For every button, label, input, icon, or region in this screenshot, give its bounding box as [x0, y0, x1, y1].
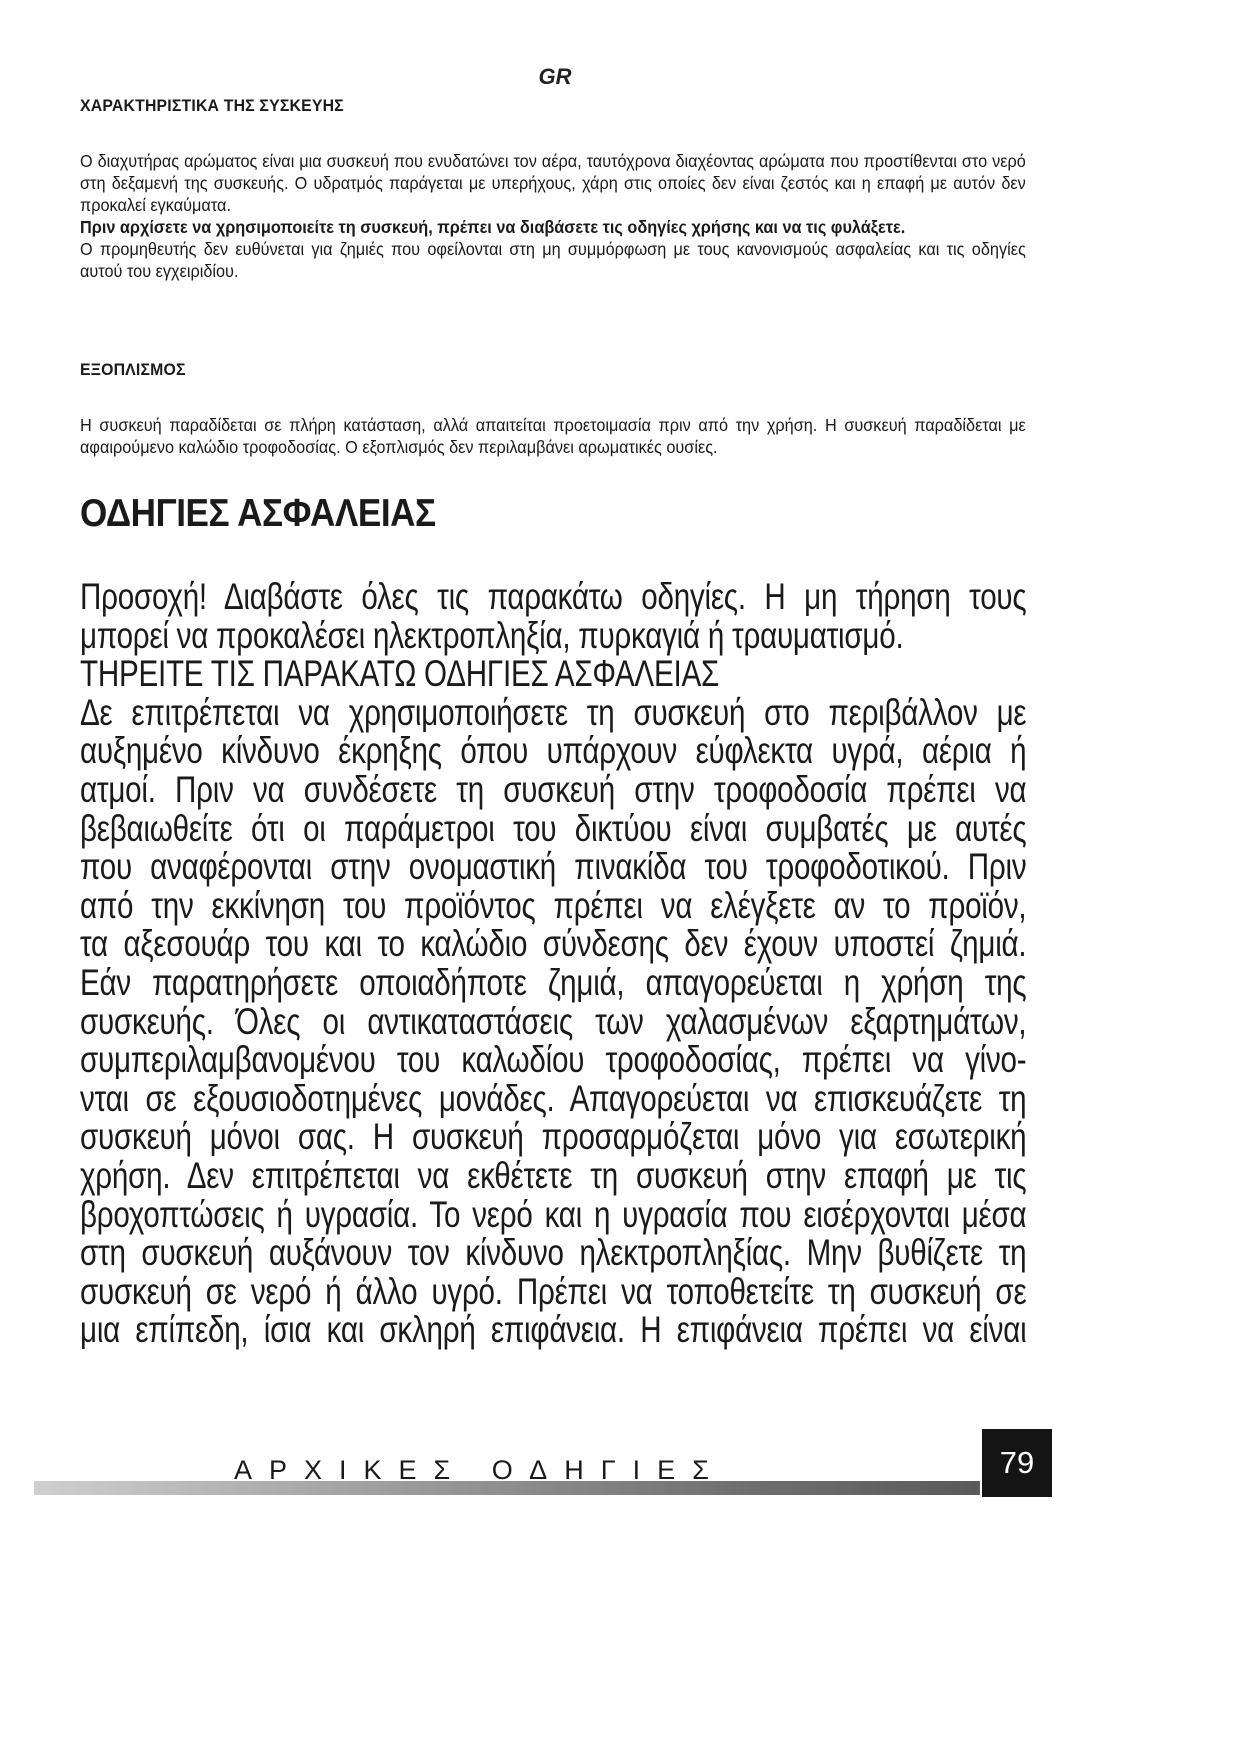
features-body [80, 150, 1026, 282]
safety-line: συσκευής. Όλες οι αντικαταστάσεις των χαλασμένων εξαρτημάτων, [80, 1000, 1027, 1042]
features-paragraph-2: Ο προμηθευτής δεν ευθύνεται για ζημιές που οφείλονται στη μη συμμόρφωση με τους κανονισμούς ασφαλείας και τις οδηγίες αυτού του εγχειριδίου. [80, 239, 1026, 281]
safety-line: βροχοπτώσεις ή υγρασία. Το νερό και η υγρασία που εισέρχονται μέσα [80, 1193, 1027, 1235]
equipment-body [80, 414, 1026, 458]
features-warning: Πριν αρχίσετε να χρησιμοποιείτε τη συσκευή, πρέπει να διαβάσετε τις οδηγίες χρήσης και να τις φυλάξετε. [80, 217, 906, 237]
safety-line: βεβαιωθείτε ότι οι παράμετροι του δικτύου είναι συμβατές με αυτές [80, 807, 1027, 849]
safety-line: συσκευή σε νερό ή άλλο υγρό. Πρέπει να τοποθετείτε τη συσκευή σε [80, 1270, 1027, 1312]
safety-line: συμπεριλαμβανομένου του καλωδίου τροφοδοσίας, πρέπει να γίνο- [80, 1039, 1027, 1081]
safety-line: από την εκκίνηση του προϊόντος πρέπει να ελέγξετε αν το προϊόν, [80, 884, 1027, 926]
safety-instructions [80, 578, 1026, 1350]
safety-line: μια επίπεδη, ίσια και σκληρή επιφάνεια. Η επιφάνεια πρέπει να είναι [80, 1309, 1027, 1351]
features-heading: ΧΑΡΑΚΤΗΡΙΣΤΙΚΑ ΤΗΣ ΣΥΣΚΕΥΗΣ [80, 96, 344, 115]
safety-line: χρήση. Δεν επιτρέπεται να εκθέτετε τη συσκευή στην επαφή με τις [80, 1154, 1027, 1196]
safety-line: νται σε εξουσιοδοτημένες μονάδες. Απαγορεύεται να επισκευάζετε τη [80, 1077, 1027, 1119]
safety-line: ΤΗΡΕΙΤΕ ΤΙΣ ΠΑΡΑΚΑΤΩ ΟΔΗΓΙΕΣ ΑΣΦΑΛΕΙΑΣ [80, 653, 720, 695]
safety-section [80, 492, 1026, 536]
page-number: 79 [982, 1429, 1052, 1497]
safety-heading: ΟΔΗΓΙΕΣ ΑΣΦΑΛΕΙΑΣ [80, 492, 436, 535]
safety-line: αυξημένο κίνδυνο έκρηξης όπου υπάρχουν εύφλεκτα υγρά, αέρια ή [80, 730, 1027, 772]
safety-line: στη συσκευή αυξάνουν τον κίνδυνο ηλεκτροπληξίας. Μην βυθίζετε τη [80, 1232, 1027, 1274]
safety-line: Εάν παρατηρήσετε οποιαδήποτε ζημιά, απαγορεύεται η χρήση της [80, 961, 1027, 1003]
safety-line: συσκευή μόνοι σας. Η συσκευή προσαρμόζεται μόνο για εσωτερική [80, 1116, 1027, 1158]
equipment-section [80, 360, 1026, 380]
safety-line: ατμοί. Πριν να συνδέσετε τη συσκευή στην τροφοδοσία πρέπει να [80, 768, 1027, 810]
safety-line: Δε επιτρέπεται να χρησιμοποιήσετε τη συσκευή στο περιβάλλον με [80, 691, 1027, 733]
footer-section-label: ΑΡΧΙΚΕΣ ΟΔΗΓΙΕΣ [234, 1455, 726, 1485]
features-section [80, 96, 1026, 116]
safety-body [80, 578, 1026, 1350]
safety-line: Προσοχή! Διαβάστε όλες τις παρακάτω οδηγίες. Η μη τήρηση τους [80, 576, 1027, 617]
equipment-paragraph: Η συσκευή παραδίδεται σε πλήρη κατάσταση, αλλά απαιτείται προετοιμασία πριν από την χρήση. Η συσκευή παραδίδεται με αφαιρούμενο καλώδιο τροφοδοσίας. Ο εξοπλισμός δεν περιλαμβάνει αρωματικές ουσίες. [80, 415, 1026, 457]
safety-line: τα αξεσουάρ του και το καλώδιο σύνδεσης δεν έχουν υποστεί ζημιά. [80, 923, 1027, 965]
features-paragraph-1: Ο διαχυτήρας αρώματος είναι μια συσκευή που ενυδατώνει τον αέρα, ταυτόχρονα διαχέοντας αρώματα που προστίθενται στο νερό στη δεξαμενή της συσκευής. Ο υδρατμός παράγεται με υπερήχους, χάρη στις οποίες δεν είναι ζεστός και η επαφή με αυτόν δεν προκαλεί εγκαύματα. [80, 151, 1026, 215]
safety-line: που αναφέρονται στην ονομαστική πινακίδα του τροφοδοτικού. Πριν [80, 846, 1027, 888]
equipment-heading: ΕΞΟΠΛΙΣΜΟΣ [80, 360, 186, 379]
language-code: GR [538, 64, 572, 89]
safety-line: μπορεί να προκαλέσει ηλεκτροπληξία, πυρκαγιά ή τραυματισμό. [80, 614, 904, 656]
